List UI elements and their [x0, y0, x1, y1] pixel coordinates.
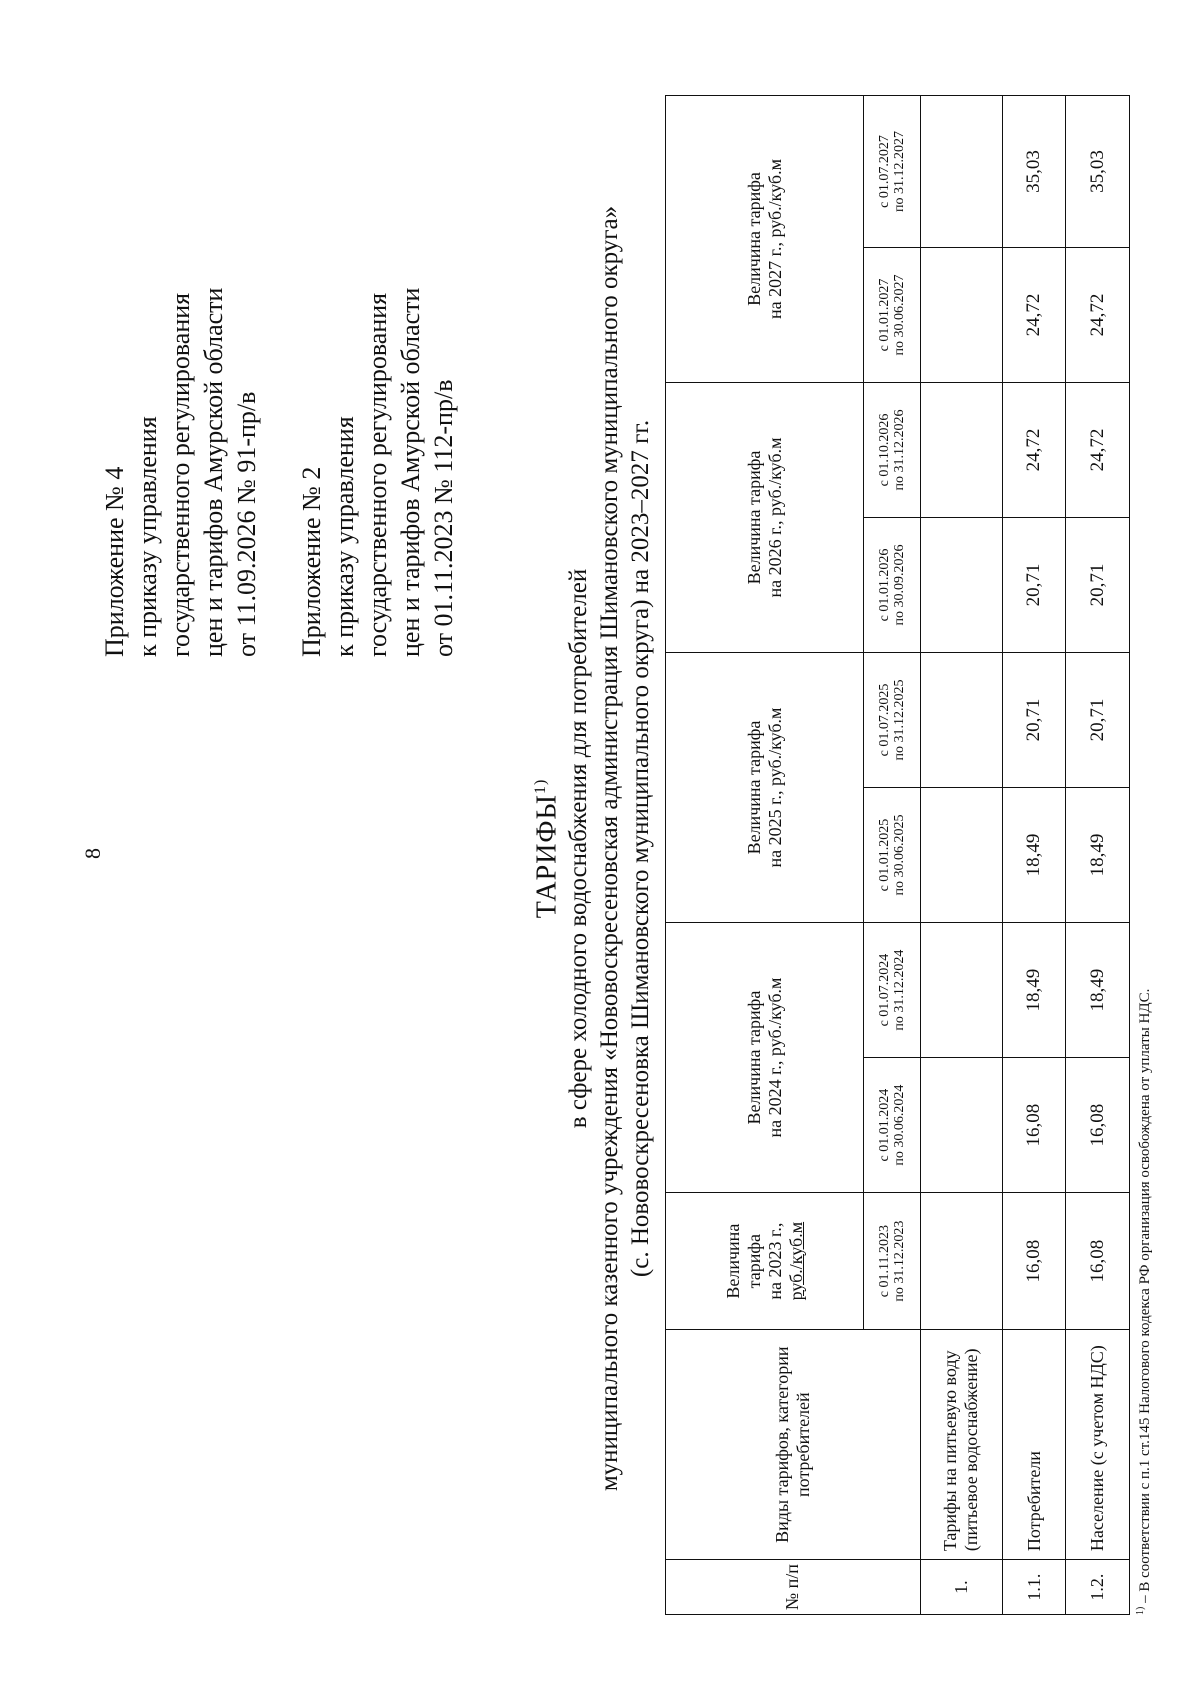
- empty-cell: [920, 788, 1002, 923]
- appendix-line: Приложение № 4: [100, 466, 129, 657]
- appendix-line: цен и тарифов Амурской области: [199, 287, 228, 657]
- tariff-value: 16,08: [1066, 1058, 1130, 1193]
- title-line-2: муниципального казенного учреждения «Нововоскресеновская администрация Шимановского муниципального округа»: [596, 205, 624, 1492]
- tariff-value: 24,72: [1066, 247, 1130, 382]
- tariff-value: 35,03: [1066, 96, 1130, 248]
- period-cell: [864, 382, 921, 517]
- header-2023-line: Величина: [722, 1223, 743, 1299]
- row-name: Население (с учетом НДС): [1066, 1330, 1130, 1560]
- empty-cell: [920, 247, 1002, 382]
- period-from: с 01.07.2024: [876, 953, 892, 1027]
- tariff-value: 35,03: [1002, 96, 1066, 248]
- period-from: с 01.07.2027: [876, 135, 892, 208]
- tariff-value: 18,49: [1066, 788, 1130, 923]
- empty-cell: [920, 653, 1002, 788]
- appendix-line: к приказу управления: [133, 416, 162, 657]
- appendix-line: государственного регулирования: [363, 292, 392, 657]
- appendix-line: от 01.11.2023 № 112-пр/в: [429, 379, 458, 657]
- title-footnote-mark: 1): [532, 778, 549, 795]
- appendix-current: [98, 288, 263, 657]
- period-to: по 30.09.2026: [891, 544, 907, 626]
- table-row: [1002, 96, 1066, 1615]
- period-cell: [864, 1058, 921, 1193]
- title-line-3: (с. Нововоскресеновка Шимановского муниципального округа) на 2023–2027 гг.: [627, 419, 655, 1278]
- table-row: [1066, 96, 1130, 1615]
- period-to: по 30.06.2025: [891, 814, 907, 896]
- period-from: с 01.01.2024: [876, 1088, 892, 1162]
- row-no: 1.2.: [1066, 1560, 1130, 1615]
- header-2026: [666, 382, 864, 652]
- header-year-line: на 2026 г., руб./куб.м: [764, 437, 785, 598]
- period-to: по 31.12.2024: [891, 949, 907, 1031]
- appendix-line: государственного регулирования: [166, 292, 195, 657]
- group-name: [920, 1330, 1002, 1560]
- tariff-value: 16,08: [1066, 1193, 1130, 1330]
- period-cell: [864, 247, 921, 382]
- tariff-value: 18,49: [1002, 788, 1066, 923]
- header-year-line: Величина тарифа: [743, 990, 764, 1125]
- title-heading-text: ТАРИФЫ: [531, 794, 563, 919]
- header-2023-unit: руб./куб.м: [785, 1221, 806, 1301]
- appendix-line: цен и тарифов Амурской области: [396, 287, 425, 657]
- period-to: по 31.12.2027: [891, 130, 907, 212]
- tariff-value: 18,49: [1002, 923, 1066, 1058]
- period-from: с 01.01.2025: [876, 818, 892, 892]
- period-to: по 31.12.2026: [891, 409, 907, 491]
- tariff-value: 20,71: [1066, 653, 1130, 788]
- period-cell: [864, 788, 921, 923]
- empty-cell: [920, 518, 1002, 653]
- tariff-value: 16,08: [1002, 1058, 1066, 1193]
- header-year-line: на 2027 г., руб./куб.м: [764, 159, 785, 319]
- header-no: № п/п: [666, 1560, 921, 1615]
- footnote: [1135, 989, 1154, 1615]
- header-2024: [666, 923, 864, 1193]
- tariff-value: 20,71: [1002, 518, 1066, 653]
- tariff-value: 24,72: [1066, 382, 1130, 517]
- empty-cell: [920, 1058, 1002, 1193]
- period-from: с 01.10.2026: [876, 413, 892, 487]
- period-to: по 30.06.2024: [891, 1084, 907, 1166]
- header-2023: [666, 1193, 864, 1330]
- header-row: [666, 96, 864, 1615]
- row-no: 1.1.: [1002, 1560, 1066, 1615]
- empty-cell: [920, 1193, 1002, 1330]
- tariff-value: 16,08: [1002, 1193, 1066, 1330]
- header-type: Виды тарифов, категории потребителей: [666, 1330, 921, 1560]
- header-2023-line: тарифа: [743, 1233, 764, 1289]
- header-2025: [666, 653, 864, 923]
- period-to: по 31.12.2025: [891, 679, 907, 761]
- appendix-original: [295, 288, 460, 657]
- title-heading: [525, 0, 563, 1697]
- tariff-value: 24,72: [1002, 247, 1066, 382]
- period-from: с 01.11.2023: [876, 1225, 892, 1298]
- header-year-line: Величина тарифа: [743, 720, 764, 855]
- tariff-value: 20,71: [1002, 653, 1066, 788]
- footnote-text: – В соответствии с п.1 ст.145 Налогового кодекса РФ организация освобождена от уплаты НДС.: [1137, 988, 1153, 1607]
- footnote-mark: 1): [1135, 1606, 1146, 1615]
- period-cell: [864, 96, 921, 248]
- period-from: с 01.07.2025: [876, 683, 892, 757]
- period-cell: [864, 1193, 921, 1330]
- appendix-line: к приказу управления: [330, 416, 359, 657]
- period-cell: [864, 518, 921, 653]
- period-cell: [864, 923, 921, 1058]
- appendix-line: от 11.09.2026 № 91-пр/в: [232, 391, 261, 657]
- tariff-table: [665, 95, 1130, 1615]
- group-row: [920, 96, 1002, 1615]
- document-title: [525, 0, 656, 1697]
- row-name: Потребители: [1002, 1330, 1066, 1560]
- period-from: с 01.01.2027: [876, 278, 892, 352]
- period-to: по 30.06.2027: [891, 274, 907, 356]
- tariff-value: 24,72: [1002, 382, 1066, 517]
- empty-cell: [920, 96, 1002, 248]
- appendix-line: Приложение № 2: [297, 466, 326, 657]
- empty-cell: [920, 923, 1002, 1058]
- group-no: 1.: [920, 1560, 1002, 1615]
- header-2023-line: на 2023 г.,: [764, 1222, 785, 1300]
- period-to: по 31.12.2023: [891, 1220, 907, 1302]
- header-year-line: на 2024 г., руб./куб.м: [764, 977, 785, 1138]
- period-from: с 01.01.2026: [876, 548, 892, 622]
- header-2027: [666, 96, 864, 383]
- header-year-line: Величина тарифа: [743, 172, 764, 306]
- group-name-line: (питьевое водоснабжение): [961, 1348, 982, 1552]
- header-year-line: на 2025 г., руб./куб.м: [764, 707, 785, 868]
- empty-cell: [920, 382, 1002, 517]
- tariff-value: 18,49: [1066, 923, 1130, 1058]
- title-line-1: в сфере холодного водоснабжения для потребителей: [565, 568, 593, 1129]
- group-name-line: Тарифы на питьевую воду: [940, 1350, 961, 1552]
- header-year-line: Величина тарифа: [743, 450, 764, 585]
- page-number: 8: [80, 848, 105, 859]
- period-cell: [864, 653, 921, 788]
- tariff-value: 20,71: [1066, 518, 1130, 653]
